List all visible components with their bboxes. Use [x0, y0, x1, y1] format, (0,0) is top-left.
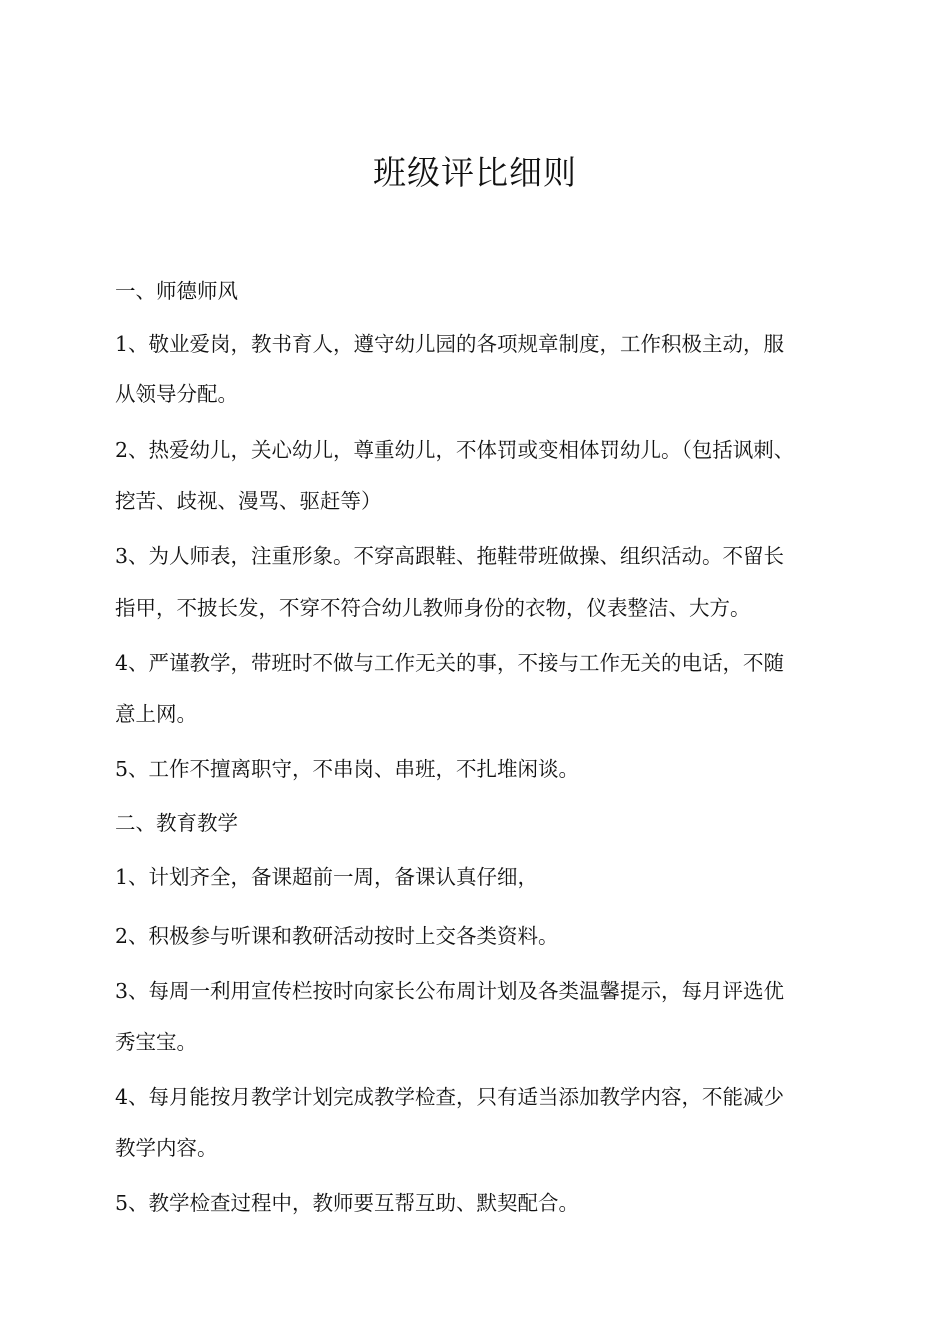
paragraph-line: 从领导分配。	[115, 382, 238, 406]
section-heading-2: 二、教育教学	[115, 811, 238, 835]
section-heading-1: 一、师德师风	[115, 279, 238, 303]
paragraph-line: 2、热爱幼儿，关心幼儿，尊重幼儿，不体罚或变相体罚幼儿。（包括讽刺、	[115, 438, 795, 462]
paragraph-line: 4、严谨教学，带班时不做与工作无关的事，不接与工作无关的电话，不随	[115, 651, 785, 675]
paragraph-line: 5、教学检查过程中，教师要互帮互助、默契配合。	[115, 1191, 580, 1215]
paragraph-line: 秀宝宝。	[115, 1030, 197, 1054]
paragraph-line: 指甲，不披长发，不穿不符合幼儿教师身份的衣物，仪表整洁、大方。	[115, 596, 751, 620]
paragraph-line: 1、计划齐全，备课超前一周，备课认真仔细，	[115, 865, 539, 889]
paragraph-line: 挖苦、歧视、漫骂、驱赶等）	[115, 489, 382, 513]
paragraph-line: 4、每月能按月教学计划完成教学检查，只有适当添加教学内容，不能减少	[115, 1085, 785, 1109]
paragraph-line: 3、每周一利用宣传栏按时向家长公布周计划及各类温馨提示，每月评选优	[115, 979, 785, 1003]
paragraph-line: 教学内容。	[115, 1136, 218, 1160]
paragraph-line: 5、工作不擅离职守，不串岗、串班，不扎堆闲谈。	[115, 757, 580, 781]
paragraph-line: 3、为人师表，注重形象。不穿高跟鞋、拖鞋带班做操、组织活动。不留长	[115, 544, 785, 568]
page-title: 班级评比细则	[373, 153, 577, 192]
paragraph-line: 意上网。	[115, 702, 197, 726]
paragraph-line: 2、积极参与听课和教研活动按时上交各类资料。	[115, 924, 559, 948]
paragraph-line: 1、敬业爱岗，教书育人，遵守幼儿园的各项规章制度，工作积极主动，服	[115, 332, 785, 356]
